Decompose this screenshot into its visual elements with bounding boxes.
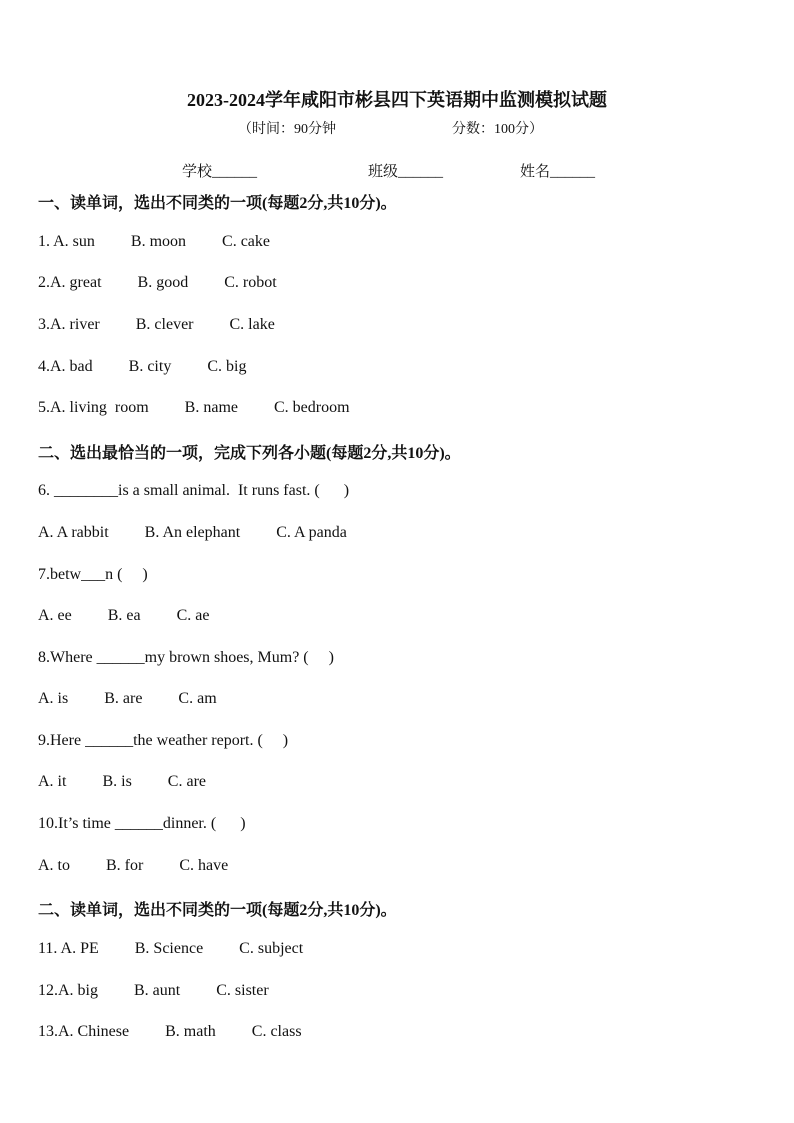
question-4: 4.A. bad B. city C. big: [38, 358, 247, 375]
section-heading-3: 二、读单词，选出不同类的一项(每题2分,共10分)。: [38, 902, 397, 919]
question-2: 2.A. great B. good C. robot: [38, 274, 277, 291]
question-7: 7.betw___n ( ): [38, 566, 148, 583]
section-heading-1: 一、读单词，选出不同类的一项(每题2分,共10分)。: [38, 195, 397, 212]
school-field: 学校______: [182, 164, 258, 180]
page-title: 2023-2024学年咸阳市彬县四下英语期中监测模拟试题: [187, 90, 607, 110]
name-field: 姓名______: [520, 164, 596, 180]
exam-time: （时间：90分钟: [238, 122, 336, 137]
options-9: A. it B. is C. are: [38, 773, 206, 790]
question-6: 6. ________is a small animal. It runs fast. ( ): [38, 482, 350, 499]
question-11: 11. A. PE B. Science C. subject: [38, 940, 304, 957]
question-3: 3.A. river B. clever C. lake: [38, 316, 275, 333]
options-7: A. ee B. ea C. ae: [38, 607, 210, 624]
section-heading-2: 二、选出最恰当的一项，完成下列各小题(每题2分,共10分)。: [38, 445, 461, 462]
question-9: 9.Here ______the weather report. ( ): [38, 732, 289, 749]
options-8: A. is B. are C. am: [38, 690, 217, 707]
question-10: 10.It’s time ______dinner. ( ): [38, 815, 246, 832]
question-5: 5.A. living room B. name C. bedroom: [38, 399, 350, 416]
question-8: 8.Where ______my brown shoes, Mum? ( ): [38, 649, 334, 666]
options-10: A. to B. for C. have: [38, 857, 229, 874]
exam-score: 分数：100分）: [452, 122, 543, 137]
question-12: 12.A. big B. aunt C. sister: [38, 982, 269, 999]
question-13: 13.A. Chinese B. math C. class: [38, 1023, 302, 1040]
question-1: 1. A. sun B. moon C. cake: [38, 233, 270, 250]
options-6: A. A rabbit B. An elephant C. A panda: [38, 524, 347, 541]
class-field: 班级______: [368, 164, 444, 180]
